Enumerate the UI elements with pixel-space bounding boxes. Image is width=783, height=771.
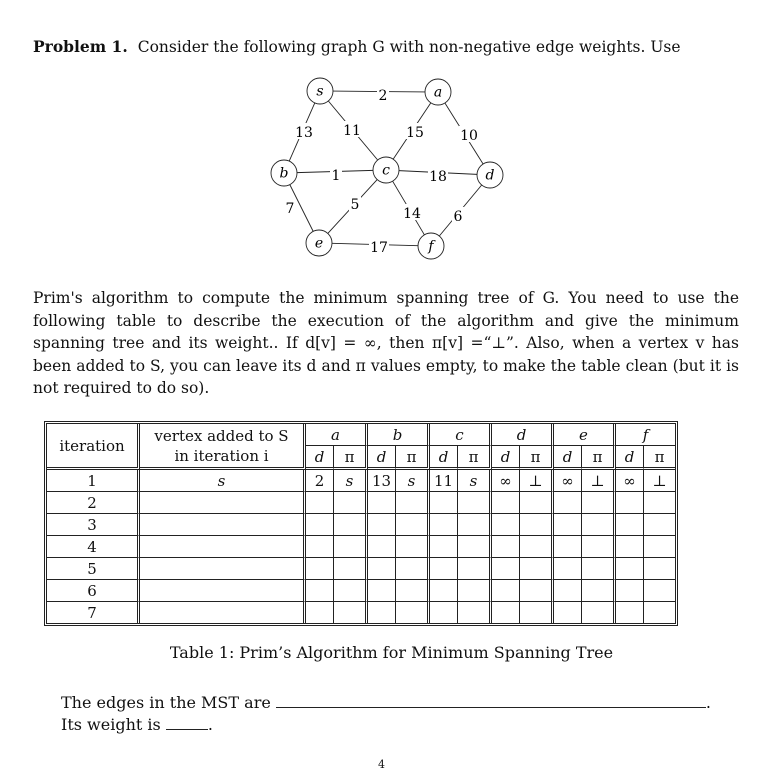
subheader-d-b: d: [368, 446, 396, 470]
table-row: [47, 470, 675, 492]
edge-weight-s-c: 11: [343, 123, 361, 139]
pi-cell-e[interactable]: [582, 492, 616, 514]
pi-cell-b[interactable]: [396, 536, 430, 558]
d-cell-c[interactable]: [430, 536, 458, 558]
edge-weight-a-d: 10: [460, 128, 478, 144]
pi-cell-b[interactable]: [396, 580, 430, 602]
d-cell-a[interactable]: [306, 558, 334, 580]
vertex-added-cell[interactable]: s: [140, 470, 306, 492]
node-label-c: c: [382, 162, 390, 179]
table-caption: Table 1: Prim’s Algorithm for Minimum Spanning Tree: [169, 643, 614, 662]
d-cell-b[interactable]: [368, 602, 396, 623]
d-cell-f[interactable]: [616, 492, 644, 514]
pi-cell-a[interactable]: [334, 514, 368, 536]
pi-cell-c[interactable]: [458, 514, 492, 536]
edge-weight-c-d: 18: [429, 169, 447, 185]
vertex-header: [140, 424, 306, 470]
edge-weight-s-a: 2: [378, 88, 388, 104]
d-cell-e[interactable]: [554, 536, 582, 558]
prim-table: [44, 421, 678, 626]
pi-cell-c[interactable]: [458, 602, 492, 623]
d-cell-a[interactable]: [306, 536, 334, 558]
subheader-d-f: d: [616, 446, 644, 470]
pi-cell-f[interactable]: [644, 492, 675, 514]
iteration-cell: 3: [47, 514, 140, 536]
pi-cell-c[interactable]: [458, 492, 492, 514]
graph-figure: [262, 74, 512, 274]
table-row: [47, 492, 675, 514]
d-cell-d[interactable]: [492, 492, 520, 514]
d-cell-c[interactable]: [430, 602, 458, 623]
iteration-cell: 6: [47, 580, 140, 602]
pi-cell-e[interactable]: [582, 536, 616, 558]
pi-cell-e[interactable]: [582, 514, 616, 536]
node-label-f: f: [428, 238, 434, 255]
mst-edges-line: [61, 692, 711, 714]
d-cell-c[interactable]: [430, 514, 458, 536]
pi-cell-c[interactable]: [458, 580, 492, 602]
d-cell-f[interactable]: [616, 580, 644, 602]
vertex-added-cell[interactable]: [140, 580, 306, 602]
subheader-d-d: d: [492, 446, 520, 470]
edge-weight-a-c: 15: [406, 125, 424, 141]
pi-cell-d[interactable]: [520, 602, 554, 623]
pi-cell-b[interactable]: [396, 514, 430, 536]
iteration-cell: 7: [47, 602, 140, 623]
d-cell-e[interactable]: [554, 514, 582, 536]
d-cell-e[interactable]: [554, 602, 582, 623]
vertex-a-header: a: [306, 424, 368, 446]
pi-cell-b[interactable]: [396, 492, 430, 514]
node-label-d: d: [485, 167, 495, 184]
weight-prefix: Its weight is: [61, 715, 161, 734]
pi-cell-f[interactable]: [644, 580, 675, 602]
pi-cell-f[interactable]: [644, 514, 675, 536]
d-cell-e[interactable]: [554, 558, 582, 580]
mst-edges-blank[interactable]: [276, 693, 706, 708]
vertex-c-header: c: [430, 424, 492, 446]
d-cell-a[interactable]: [306, 492, 334, 514]
vertex-f-header: f: [616, 424, 675, 446]
d-cell-f[interactable]: ∞: [616, 470, 644, 492]
pi-cell-a[interactable]: [334, 558, 368, 580]
d-cell-d[interactable]: ∞: [492, 470, 520, 492]
subheader-pi-a: π: [334, 446, 368, 470]
pi-cell-d[interactable]: ⊥: [520, 470, 554, 492]
answer-block: [61, 692, 711, 736]
subheader-pi-f: π: [644, 446, 675, 470]
d-cell-e[interactable]: [554, 580, 582, 602]
problem-statement: [33, 36, 739, 59]
edge-weight-e-f: 17: [370, 240, 388, 256]
d-cell-f[interactable]: [616, 558, 644, 580]
d-cell-d[interactable]: [492, 558, 520, 580]
subheader-d-e: d: [554, 446, 582, 470]
d-cell-a[interactable]: [306, 580, 334, 602]
subheader-pi-e: π: [582, 446, 616, 470]
pi-cell-a[interactable]: [334, 580, 368, 602]
iteration-cell: 5: [47, 558, 140, 580]
d-cell-a[interactable]: [306, 602, 334, 623]
pi-cell-f[interactable]: [644, 558, 675, 580]
table-row: [47, 558, 675, 580]
d-cell-e[interactable]: ∞: [554, 470, 582, 492]
pi-cell-e[interactable]: [582, 580, 616, 602]
mst-suffix: .: [705, 693, 711, 712]
pi-cell-d[interactable]: [520, 558, 554, 580]
d-cell-d[interactable]: [492, 580, 520, 602]
pi-cell-d[interactable]: [520, 492, 554, 514]
subheader-d-a: d: [306, 446, 334, 470]
vertex-added-cell[interactable]: [140, 536, 306, 558]
pi-cell-a[interactable]: [334, 536, 368, 558]
d-cell-c[interactable]: [430, 558, 458, 580]
vertex-added-cell[interactable]: [140, 514, 306, 536]
table-row: [47, 580, 675, 602]
d-cell-a[interactable]: 2: [306, 470, 334, 492]
d-cell-c[interactable]: 11: [430, 470, 458, 492]
iteration-cell: 2: [47, 492, 140, 514]
pi-cell-c[interactable]: s: [458, 470, 492, 492]
node-label-s: s: [316, 83, 324, 100]
edge-weight-c-f: 14: [403, 206, 421, 222]
pi-cell-e[interactable]: [582, 558, 616, 580]
d-cell-e[interactable]: [554, 492, 582, 514]
d-cell-f[interactable]: [616, 602, 644, 623]
d-cell-c[interactable]: [430, 492, 458, 514]
node-label-b: b: [279, 165, 289, 182]
pi-cell-c[interactable]: [458, 558, 492, 580]
edge-weight-b-e: 7: [285, 201, 295, 217]
subheader-d-c: d: [430, 446, 458, 470]
pi-cell-a[interactable]: s: [334, 470, 368, 492]
vertex-header-line2: in iteration i: [174, 446, 269, 465]
vertex-added-cell[interactable]: [140, 602, 306, 623]
pi-cell-d[interactable]: [520, 536, 554, 558]
vertex-added-cell[interactable]: [140, 492, 306, 514]
table-row: [47, 536, 675, 558]
iteration-cell: 1: [47, 470, 140, 492]
graph-nodes: [271, 78, 503, 259]
d-cell-d[interactable]: [492, 536, 520, 558]
d-cell-b[interactable]: [368, 492, 396, 514]
pi-cell-d[interactable]: [520, 514, 554, 536]
d-cell-d[interactable]: [492, 602, 520, 623]
d-cell-c[interactable]: [430, 580, 458, 602]
d-cell-a[interactable]: [306, 514, 334, 536]
table-row: [47, 602, 675, 623]
mst-weight-line: [61, 714, 711, 736]
pi-cell-f[interactable]: [644, 602, 675, 623]
d-cell-b[interactable]: [368, 558, 396, 580]
d-cell-b[interactable]: [368, 536, 396, 558]
vertex-e-header: e: [554, 424, 616, 446]
edge-weight-d-f: 6: [453, 209, 463, 225]
d-cell-b[interactable]: 13: [368, 470, 396, 492]
pi-cell-b[interactable]: [396, 558, 430, 580]
iteration-cell: 4: [47, 536, 140, 558]
d-cell-f[interactable]: [616, 514, 644, 536]
table-row: [47, 514, 675, 536]
pi-cell-c[interactable]: [458, 536, 492, 558]
vertex-added-cell[interactable]: [140, 558, 306, 580]
vertex-b-header: b: [368, 424, 430, 446]
mst-prefix: The edges in the MST are: [61, 693, 271, 712]
subheader-pi-c: π: [458, 446, 492, 470]
edge-weight-c-e: 5: [350, 197, 360, 213]
mst-weight-blank[interactable]: [166, 715, 208, 730]
subheader-pi-b: π: [396, 446, 430, 470]
pi-cell-a[interactable]: [334, 602, 368, 623]
d-cell-f[interactable]: [616, 536, 644, 558]
pi-cell-b[interactable]: s: [396, 470, 430, 492]
vertex-d-header: d: [492, 424, 554, 446]
pi-cell-d[interactable]: [520, 580, 554, 602]
pi-cell-a[interactable]: [334, 492, 368, 514]
subheader-pi-d: π: [520, 446, 554, 470]
node-label-a: a: [433, 84, 443, 101]
vertex-header-line1: vertex added to S: [154, 426, 289, 445]
page-number: 4: [378, 758, 385, 771]
edge-weight-s-b: 13: [295, 125, 313, 141]
d-cell-b[interactable]: [368, 580, 396, 602]
problem-intro: Consider the following graph G with non-negative edge weights. Use: [137, 38, 681, 56]
instructions-text: Prim's algorithm to compute the minimum spanning tree of G. You need to use the following table to describe the execution of the algorithm and give the minimum spanning tree and its weight.. If d[v] = ∞, then π[v] =“⊥”. Also, when a vertex v has been added to S, you can leave its d and π values empty, to make the table clean (but it is not required to do so).: [33, 289, 739, 397]
iteration-header: iteration: [47, 424, 140, 470]
pi-cell-b[interactable]: [396, 602, 430, 623]
pi-cell-f[interactable]: [644, 536, 675, 558]
pi-cell-e[interactable]: [582, 602, 616, 623]
pi-cell-e[interactable]: ⊥: [582, 470, 616, 492]
problem-label: Problem 1.: [33, 37, 128, 56]
edge-weight-b-c: 1: [331, 168, 341, 184]
weight-suffix: .: [207, 715, 213, 734]
pi-cell-f[interactable]: ⊥: [644, 470, 675, 492]
d-cell-d[interactable]: [492, 514, 520, 536]
node-label-e: e: [314, 235, 324, 252]
d-cell-b[interactable]: [368, 514, 396, 536]
